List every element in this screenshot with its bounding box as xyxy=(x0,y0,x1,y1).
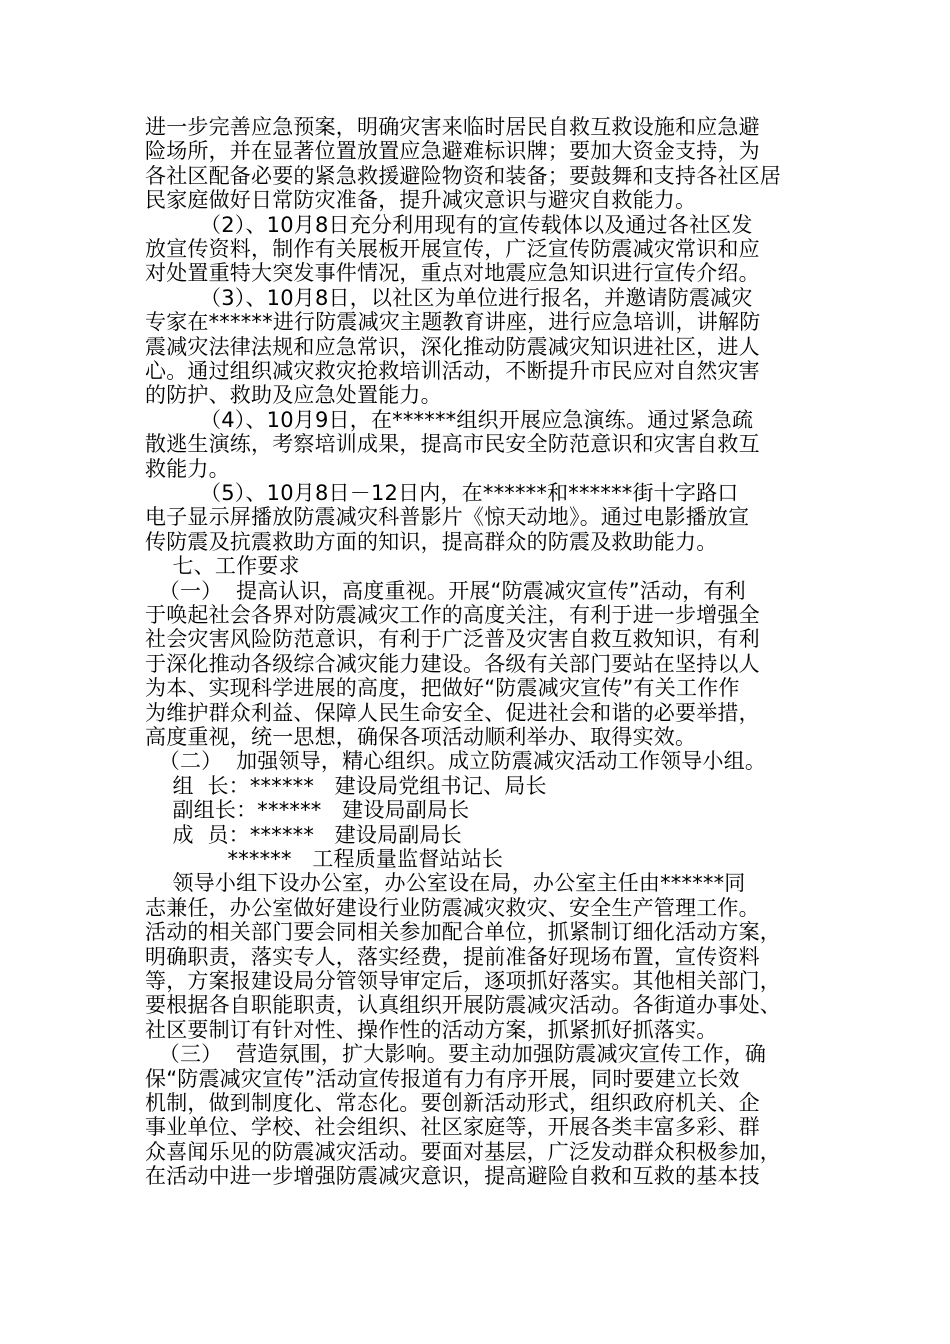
text-line: （三） 营造氛围，扩大影响。要主动加强防震减灾宣传工作，确 xyxy=(145,1042,767,1067)
text-line: （5）、10月8日－12日内，在******和******街十字路口 xyxy=(145,481,739,505)
text-line: （4）、10月9日，在******组织开展应急演练。通过紧急疏 xyxy=(145,407,754,432)
text-line: （二） 加强领导，精心组织。成立防震减灾活动工作领导小组。 xyxy=(145,749,767,774)
text-line: 志兼任，办公室做好建设行业防震减灾救灾、安全生产管理工作。 xyxy=(145,895,760,920)
text-line: 要根据各自职能职责，认真组织开展防震减灾活动。各街道办事处、 xyxy=(145,993,781,1018)
text-line: 社会灾害风险防范意识，有利于广泛普及灾害自救互救知识，有利 xyxy=(145,627,760,652)
text-line: 领导小组下设办公室，办公室设在局，办公室主任由******同 xyxy=(145,871,746,896)
text-line: 成 员：****** 建设局副局长 xyxy=(145,822,462,847)
text-line: ****** 工程质量监督站站长 xyxy=(145,847,504,871)
text-line: 于唤起社会各界对防震减灾工作的高度关注，有利于进一步增强全 xyxy=(145,603,760,627)
text-line: 专家在******进行防震减灾主题教育讲座，进行应急培训，讲解防 xyxy=(145,310,761,335)
text-line: 险场所，并在显著位置放置应急避难标识牌；要加大资金支持，为 xyxy=(145,139,760,164)
text-line: 组 长：****** 建设局党组书记、局长 xyxy=(145,773,547,798)
text-line: 的防护、救助及应急处置能力。 xyxy=(145,383,442,408)
text-line: 等，方案报建设局分管领导审定后，逐项抓好落实。其他相关部门， xyxy=(145,969,781,993)
text-line: 民家庭做好日常防灾准备，提升减灾意识与避灾自救能力。 xyxy=(145,188,697,213)
text-line: 明确职责，落实专人，落实经费，提前准备好现场布置，宣传资料 xyxy=(145,944,760,969)
text-line: （3）、10月8日，以社区为单位进行报名，并邀请防震减灾 xyxy=(145,285,753,310)
text-line: 心。通过组织减灾救灾抢救培训活动，不断提升市民应对自然灾害 xyxy=(145,359,760,383)
text-line: 对处置重特大突发事件情况，重点对地震应急知识进行宣传介绍。 xyxy=(145,261,760,286)
text-line: 高度重视，统一思想，确保各项活动顺利举办、取得实效。 xyxy=(145,725,697,749)
text-line: 机制，做到制度化、常态化。要创新活动形式，组织政府机关、企 xyxy=(145,1091,760,1115)
text-line: 副组长：****** 建设局副局长 xyxy=(145,798,470,823)
text-line: 各社区配备必要的紧急救援避险物资和装备；要鼓舞和支持各社区居 xyxy=(145,163,781,188)
text-line: 众喜闻乐见的防震减灾活动。要面对基层，广泛发动群众积极参加， xyxy=(145,1139,781,1164)
text-line: 于深化推动各级综合减灾能力建设。各级有关部门要站在坚持以人 xyxy=(145,651,760,676)
text-line: 救能力。 xyxy=(145,456,230,481)
text-line: 在活动中进一步增强防震减灾意识，提高避险自救和互救的基本技 xyxy=(145,1164,760,1189)
text-line: 进一步完善应急预案，明确灾害来临时居民自救互救设施和应急避 xyxy=(145,115,760,139)
text-line: 活动的相关部门要会同相关参加配合单位，抓紧制订细化活动方案， xyxy=(145,920,781,945)
text-line: 传防震及抗震救助方面的知识，提高群众的防震及救助能力。 xyxy=(145,529,718,554)
text-line: 事业单位、学校、社会组织、社区家庭等，开展各类丰富多彩、群 xyxy=(145,1115,760,1140)
text-line: （2）、10月8日充分利用现有的宣传载体以及通过各社区发 xyxy=(145,212,753,237)
text-line: 为维护群众利益、保障人民生命安全、促进社会和谐的必要举措， xyxy=(145,700,760,725)
text-line: 保“防震减灾宣传”活动宣传报道有力有序开展，同时要建立长效 xyxy=(145,1066,740,1091)
text-line: 震减灾法律法规和应急常识，深化推动防震减灾知识进社区，进人 xyxy=(145,334,760,359)
text-line: （一） 提高认识，高度重视。开展“防震减灾宣传”活动，有利 xyxy=(145,578,746,603)
text-line: 放宣传资料，制作有关展板开展宣传，广泛宣传防震减灾常识和应 xyxy=(145,237,760,261)
text-line: 电子显示屏播放防震减灾科普影片《惊天动地》。通过电影播放宣 xyxy=(145,505,750,530)
text-line: 七、工作要求 xyxy=(145,554,300,579)
text-line: 散逃生演练，考察培训成果，提高市民安全防范意识和灾害自救互 xyxy=(145,432,760,457)
text-line: 为本、实现科学进展的高度，把做好“防震减灾宣传”有关工作作 xyxy=(145,676,740,701)
text-line: 社区要制订有针对性、操作性的活动方案，抓紧抓好抓落实。 xyxy=(145,1017,718,1042)
